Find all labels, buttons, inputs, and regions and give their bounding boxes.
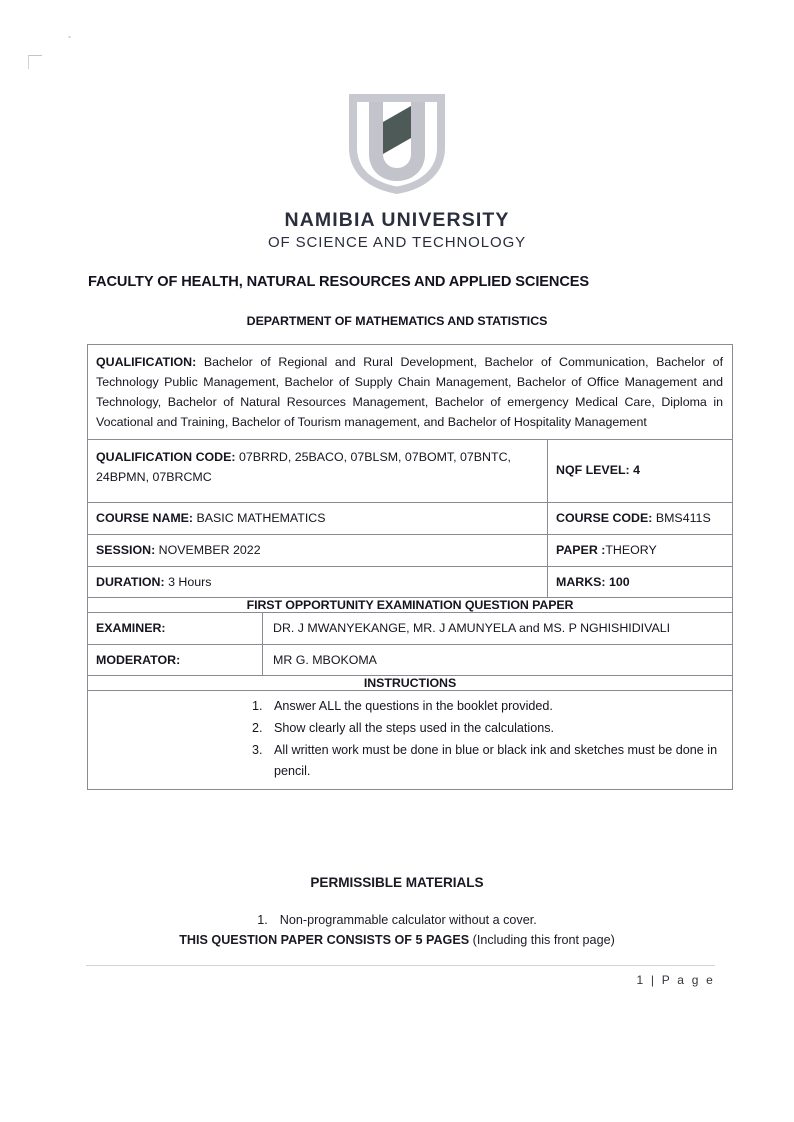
cell-course-name (88, 503, 548, 535)
table-row-moderator (88, 644, 733, 676)
instruction-item-1: 1. Answer ALL the questions in the booklet provided. (266, 696, 732, 718)
examiner-label: EXAMINER: (96, 621, 166, 636)
marks-label: MARKS: (556, 574, 606, 589)
cell-examiner-label (88, 613, 263, 645)
qualification-code-value: 07BRRD, 25BACO, 07BLSM, 07BOMT, 07BNTC, 24BPMN, 07BRCMC (96, 450, 511, 485)
table-row-exam-title (88, 598, 733, 613)
moderator-value: MR G. MBOKOMA (273, 652, 377, 667)
cell-marks (548, 566, 733, 598)
pages-note (0, 933, 794, 947)
table-row-instructions-heading (88, 676, 733, 691)
table-row-qualification-code (88, 440, 733, 503)
wordmark-line-2: OF SCIENCE AND TECHNOLOGY (267, 233, 527, 251)
course-code-value: BMS411S (655, 511, 711, 526)
table-row-session (88, 534, 733, 566)
session-label: SESSION: (96, 542, 156, 557)
pages-note-bold: THIS QUESTION PAPER CONSISTS OF 5 PAGES (179, 933, 470, 947)
cell-qualification (88, 345, 733, 440)
paper-label: PAPER : (556, 542, 606, 557)
nqf-level-value: 4 (633, 463, 641, 478)
qualification-label: QUALIFICATION: (96, 355, 197, 369)
cell-moderator-value (263, 644, 733, 676)
scan-speck-artifact (68, 36, 71, 38)
course-name-label: COURSE NAME: (96, 511, 194, 526)
session-value: NOVEMBER 2022 (158, 542, 261, 557)
course-code-label: COURSE CODE: (556, 511, 653, 526)
cell-instructions-list (88, 691, 733, 790)
wordmark-line-1: NAMIBIA UNIVERSITY (284, 209, 510, 231)
cell-course-code (548, 503, 733, 535)
permissible-materials-heading: PERMISSIBLE MATERIALS (310, 875, 484, 890)
nust-shield-logo-icon (343, 92, 451, 201)
logo-block (0, 92, 794, 201)
instructions-list (88, 696, 732, 783)
moderator-label: MODERATOR: (96, 652, 181, 667)
cell-paper (548, 534, 733, 566)
department-title: DEPARTMENT OF MATHEMATICS AND STATISTICS (246, 314, 548, 328)
nqf-level-label: NQF LEVEL: (556, 463, 630, 478)
instruction-item-2: 2. Show clearly all the steps used in the calculations. (266, 718, 732, 740)
permissible-materials-item (0, 913, 794, 927)
permissible-item-number: 1. (257, 913, 268, 927)
course-name-value: BASIC MATHEMATICS (196, 511, 326, 526)
cell-nqf-level (548, 440, 733, 503)
instruction-item-3: 3. All written work must be done in blue or black ink and sketches must be done in pencil. (266, 740, 732, 783)
qualification-code-label: QUALIFICATION CODE: (96, 450, 236, 465)
table-row-qualification (88, 345, 733, 440)
marks-value: 100 (609, 574, 630, 589)
table-row-course (88, 503, 733, 535)
university-wordmark (0, 209, 794, 251)
footer-page-number: 1 | P a g e (636, 973, 715, 987)
table-row-duration (88, 566, 733, 598)
table-row-instructions-list (88, 691, 733, 790)
cell-session (88, 534, 548, 566)
cell-duration (88, 566, 548, 598)
examiner-value: DR. J MWANYEKANGE, MR. J AMUNYELA and MS. P NGHISHIDIVALI (273, 621, 671, 636)
permissible-item-text: Non-programmable calculator without a cover. (279, 913, 537, 927)
cell-examiner-value (263, 613, 733, 645)
instructions-heading: INSTRUCTIONS (88, 676, 733, 691)
duration-label: DURATION: (96, 574, 165, 589)
scan-corner-artifact (28, 55, 42, 69)
table-row-examiner (88, 613, 733, 645)
paper-value: THEORY (605, 542, 657, 557)
exam-cover-table (87, 344, 733, 790)
pages-note-normal: (Including this front page) (469, 933, 615, 947)
cell-qualification-code (88, 440, 548, 503)
faculty-title: FACULTY OF HEALTH, NATURAL RESOURCES AND APPLIED SCIENCES (88, 274, 590, 290)
exam-title: FIRST OPPORTUNITY EXAMINATION QUESTION PAPER (88, 598, 733, 613)
qualification-value: Bachelor of Regional and Rural Development, Bachelor of Communication, Bachelor of Technology Public Management, Bachelor of Supply Chain Management, Bachelor of Office Management and Technology, Bachelor of Natural Resources Management, Bachelor of emergency Medical Care, Diploma in Vocational and Training, Bachelor of Tourism management, and Bachelor of Hospitality Management (96, 355, 724, 430)
duration-value: 3 Hours (168, 574, 212, 589)
cell-moderator-label (88, 644, 263, 676)
footer-divider (86, 965, 715, 966)
